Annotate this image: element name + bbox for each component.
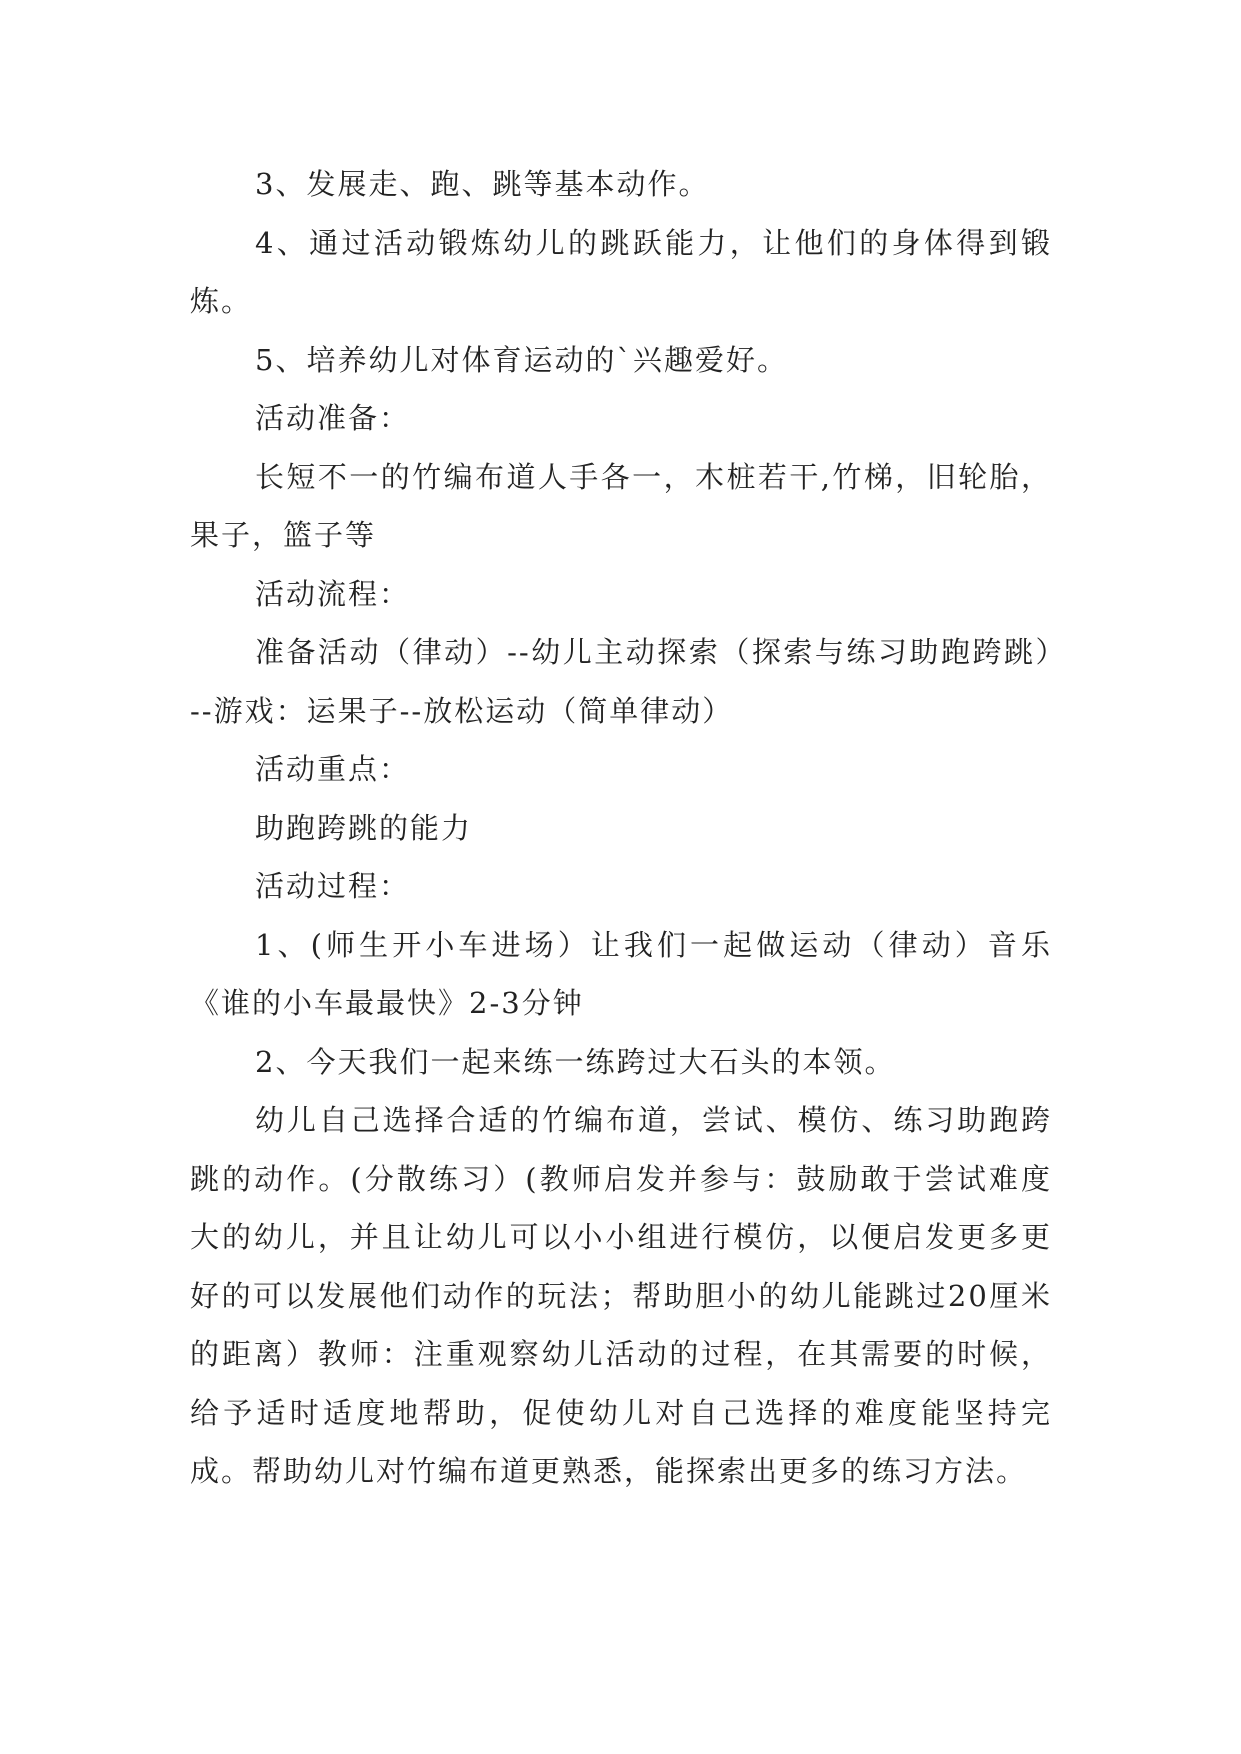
flow-heading: 活动流程： (255, 576, 411, 611)
document-page (190, 155, 1052, 1501)
preparation-heading: 活动准备： (255, 401, 411, 435)
preparation-paragraph: 长短不一的竹编布道人手各一，木桩若干,竹梯，旧轮胎，果子，篮子等 (190, 459, 1052, 552)
focus-heading: 活动重点： (255, 752, 411, 786)
objective-3-paragraph: 3、发展走、跑、跳等基本动作。 (255, 167, 710, 201)
flow-paragraph: 准备活动（律动）--幼儿主动探索（探索与练习助跑跨跳）--游戏：运果子--放松运动（简单律动） (190, 635, 1052, 728)
objective-4-paragraph: 4、通过活动锻炼幼儿的跳跃能力，让他们的身体得到锻炼。 (190, 225, 1052, 318)
practice-description-paragraph: 幼儿自己选择合适的竹编布道，尝试、模仿、练习助跑跨跳的动作。(分散练习）(教师启发并参与：鼓励敢于尝试难度大的幼儿，并且让幼儿可以小小组进行模仿，以便启发更多更好的可以发展他们动作的玩法；帮助胆小的幼儿能跳过20厘米的距离）教师：注重观察幼儿活动的过程，在其需要的时候，给予适时适度地帮助，促使幼儿对自己选择的难度能坚持完成。帮助幼儿对竹编布道更熟悉，能探索出更多的练习方法。 (190, 1103, 1052, 1488)
process-step-2-paragraph: 2、今天我们一起来练一练跨过大石头的本领。 (255, 1044, 896, 1079)
process-step-1-paragraph: 1、(师生开小车进场）让我们一起做运动（律动）音乐《谁的小车最最快》2-3分钟 (190, 927, 1052, 1020)
objective-5-paragraph: 5、培养幼儿对体育运动的`兴趣爱好。 (255, 342, 788, 377)
focus-paragraph: 助跑跨跳的能力 (255, 810, 473, 845)
process-heading: 活动过程： (255, 869, 411, 903)
